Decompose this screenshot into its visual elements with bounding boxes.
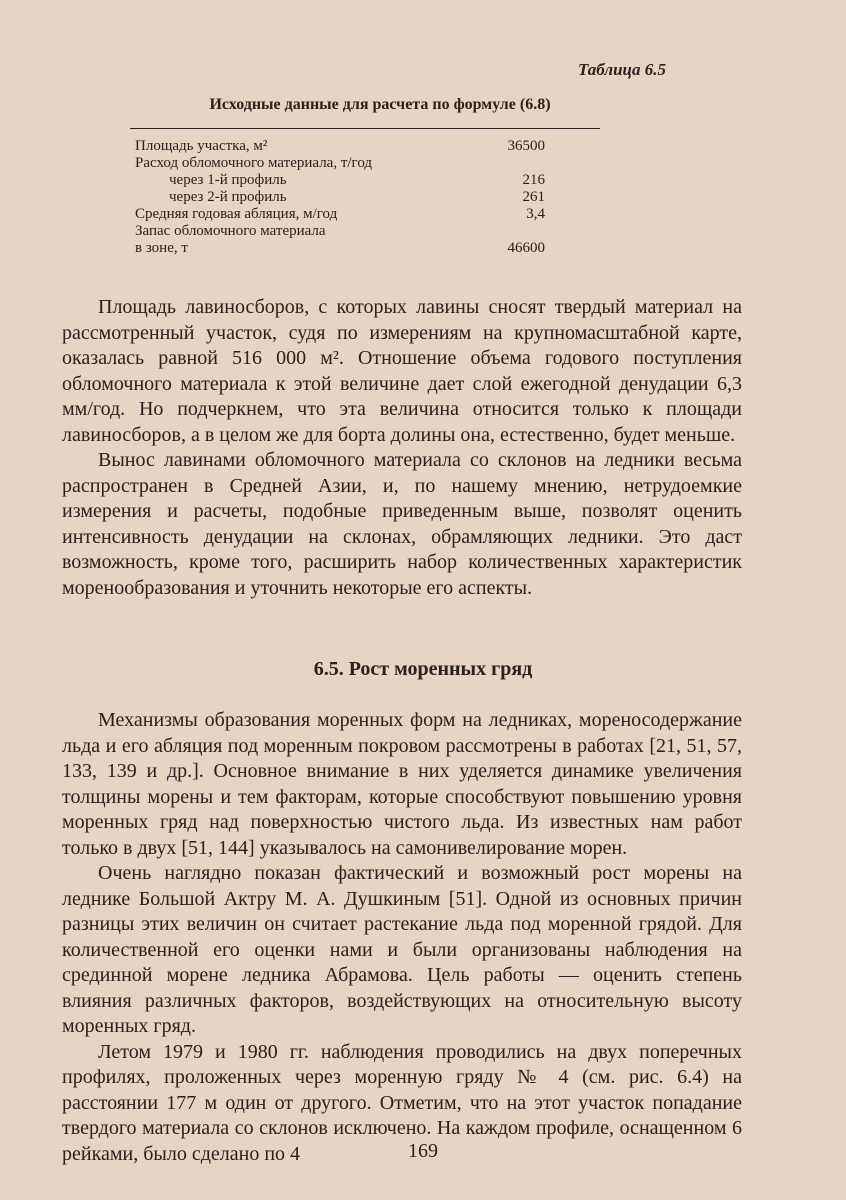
paragraph: Механизмы образования моренных форм на ледниках, мореносодержание льда и его абляция под моренным покровом рассмотрены в работах [21, 51, 57, 133, 139 и др.]. Основное внимание в них уделяется динамике увеличения толщины морены и тем факторам, которые способствуют повышению уровня моренных гряд над поверхностью чистого льда. Из известных нам работ только в двух [51, 144] указывалось на самонивелирование морен.	[62, 709, 742, 859]
table-row	[135, 240, 565, 257]
row-value	[435, 155, 565, 172]
row-value: 261	[522, 189, 545, 205]
data-table	[135, 138, 565, 257]
table-row	[135, 172, 565, 189]
row-value: 36500	[507, 138, 545, 154]
row-label: в зоне, т	[135, 240, 188, 256]
table-rule	[130, 128, 600, 129]
paragraph: Летом 1979 и 1980 гг. наблюдения проводились на двух поперечных профилях, проложенных через моренную гряду № 4 (см. рис. 6.4) на расстоянии 177 м один от другого. Отметим, что на этот участок попадание твердого материала со склонов исключено. На каждом профиле, оснащенном 6 рейками, было сделано по 4	[62, 1040, 742, 1165]
table-row	[135, 223, 565, 240]
row-value	[435, 223, 565, 240]
row-label: Средняя годовая абляция, м/год	[135, 206, 338, 222]
table-title: Исходные данные для расчета по формуле (6.8)	[209, 96, 551, 113]
row-value: 3,4	[526, 206, 545, 222]
table-row	[135, 189, 565, 206]
table-row	[135, 206, 565, 223]
row-label: Запас обломочного материала	[135, 223, 326, 239]
section-heading: 6.5. Рост моренных гряд	[313, 658, 533, 680]
paragraph: Очень наглядно показан фактический и возможный рост морены на леднике Большой Актру М. А. Душкиным [51]. Одной из основных причин разницы этих величин он считает растекание льда под моренной грядой. Для количественной его оценки нами и были организованы наблюдения на срединной морене ледника Абрамова. Цель работы — оценить степень влияния различных факторов, воздействующих на относительную высоту моренных гряд.	[62, 862, 742, 1037]
table-row	[135, 155, 565, 172]
row-label: через 1-й профиль	[169, 172, 287, 188]
row-label: через 2-й профиль	[169, 189, 287, 205]
table-label: Таблица 6.5	[578, 60, 666, 79]
table-row	[135, 138, 565, 155]
body-text-before	[62, 295, 742, 601]
page-number: 169	[408, 1140, 438, 1162]
paragraph: Площадь лавиносборов, с которых лавины сносят твердый материал на рассмотренный участок, судя по измерениям на крупномасштабной карте, оказалась равной 516 000 м². Отношение объема годового поступления обломочного материала к этой величине дает слой ежегодной денудации 6,3 мм/год. Но подчеркнем, что эта величина относится только к площади лавиносборов, а в целом же для борта долины она, естественно, будет меньше.	[62, 296, 742, 446]
body-text-after	[62, 708, 742, 1167]
row-label: Расход обломочного материала, т/год	[135, 155, 373, 171]
row-value: 216	[522, 172, 545, 188]
paragraph: Вынос лавинами обломочного материала со склонов на ледники весьма распространен в Средней Азии, и, по нашему мнению, нетрудоемкие измерения и расчеты, подобные приведенным выше, позволят оценить интенсивность денудации на склонах, обрамляющих ледники. Это даст возможность, кроме того, расширить набор количественных характеристик моренообразования и уточнить некоторые его аспекты.	[62, 449, 742, 599]
row-value: 46600	[507, 240, 545, 256]
row-label: Площадь участка, м²	[135, 138, 268, 154]
